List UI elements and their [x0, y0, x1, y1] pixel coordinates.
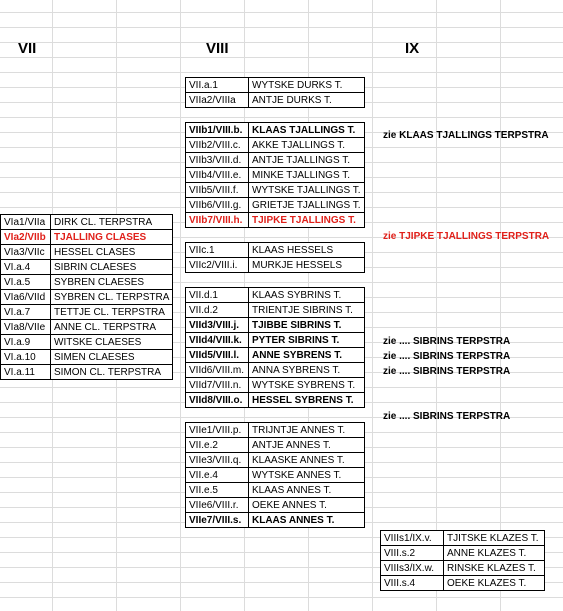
name-cell[interactable]: SIMEN CLAESES: [51, 350, 173, 365]
code-cell[interactable]: VIIc2/VIII.i.: [186, 258, 249, 273]
name-cell[interactable]: RINSKE KLAZES T.: [444, 561, 545, 576]
code-cell[interactable]: VIIa2/VIIIa: [186, 93, 249, 108]
table-row: [186, 243, 365, 258]
code-cell[interactable]: VIa1/VIIa: [1, 215, 51, 230]
table-row: [186, 363, 365, 378]
name-cell[interactable]: WITSKE CLAESES: [51, 335, 173, 350]
name-cell[interactable]: SYBREN CLAESES: [51, 275, 173, 290]
name-cell[interactable]: ANTJE ANNES T.: [249, 438, 365, 453]
name-cell[interactable]: DIRK CL. TERPSTRA: [51, 215, 173, 230]
table-row: [186, 393, 365, 408]
table-row: [186, 288, 365, 303]
name-cell[interactable]: HESSEL CLASES: [51, 245, 173, 260]
code-cell[interactable]: VI.a.11: [1, 365, 51, 380]
table-row: [186, 513, 365, 528]
table-row: [186, 93, 365, 108]
code-cell[interactable]: VI.a.4: [1, 260, 51, 275]
code-cell[interactable]: VIId7/VIII.n.: [186, 378, 249, 393]
code-cell[interactable]: VII.e.2: [186, 438, 249, 453]
reference-note: zie KLAAS TJALLINGS TERPSTRA: [383, 130, 549, 141]
name-cell[interactable]: WYTSKE SYBRENS T.: [249, 378, 365, 393]
spacer-row: [186, 408, 365, 423]
table-row: [186, 453, 365, 468]
code-cell[interactable]: VIIb2/VIII.c.: [186, 138, 249, 153]
table-row: [186, 423, 365, 438]
name-cell[interactable]: KLAAS TJALLINGS T.: [249, 123, 365, 138]
code-cell[interactable]: VIIb5/VIII.f.: [186, 183, 249, 198]
table-row: [186, 78, 365, 93]
name-cell[interactable]: TETTJE CL. TERPSTRA: [51, 305, 173, 320]
table-row: [1, 245, 173, 260]
table-row: [186, 438, 365, 453]
table-row: [1, 320, 173, 335]
name-cell[interactable]: WYTSKE TJALLINGS T.: [249, 183, 365, 198]
name-cell[interactable]: SIMON CL. TERPSTRA: [51, 365, 173, 380]
code-cell[interactable]: VIIIs3/IX.w.: [381, 561, 444, 576]
name-cell[interactable]: ANNE CL. TERPSTRA: [51, 320, 173, 335]
generation-viii-table: [185, 77, 365, 528]
reference-note: zie TJIPKE TJALLINGS TERPSTRA: [383, 231, 550, 242]
table-row: [381, 561, 545, 576]
name-cell[interactable]: KLAAS SYBRINS T.: [249, 288, 365, 303]
code-cell[interactable]: VIId6/VIII.m.: [186, 363, 249, 378]
code-cell[interactable]: VIa6/VIId: [1, 290, 51, 305]
table-row: [186, 123, 365, 138]
code-cell[interactable]: VIId5/VIII.l.: [186, 348, 249, 363]
table-row: [1, 305, 173, 320]
code-cell[interactable]: VIa2/VIIb: [1, 230, 51, 245]
table-row: [381, 531, 545, 546]
table-row: [186, 138, 365, 153]
table-row: [186, 183, 365, 198]
header-vii: VII: [18, 40, 37, 57]
name-cell[interactable]: ANTJE TJALLINGS T.: [249, 153, 365, 168]
table-row: [186, 153, 365, 168]
name-cell[interactable]: ANTJE DURKS T.: [249, 93, 365, 108]
name-cell[interactable]: PYTER SIBRINS T.: [249, 333, 365, 348]
table-row: [186, 468, 365, 483]
code-cell[interactable]: VII.d.1: [186, 288, 249, 303]
name-cell[interactable]: WYTSKE ANNES T.: [249, 468, 365, 483]
name-cell[interactable]: WYTSKE DURKS T.: [249, 78, 365, 93]
name-cell[interactable]: TJIPKE TJALLINGS T.: [249, 213, 365, 228]
code-cell[interactable]: VIIe7/VIII.s.: [186, 513, 249, 528]
code-cell[interactable]: VIIb3/VIII.d.: [186, 153, 249, 168]
table-row: [186, 378, 365, 393]
name-cell[interactable]: KLAAS ANNES T.: [249, 513, 365, 528]
table-row: [186, 168, 365, 183]
name-cell[interactable]: KLAAS HESSELS: [249, 243, 365, 258]
code-cell[interactable]: VIIe3/VIII.q.: [186, 453, 249, 468]
table-row: [186, 213, 365, 228]
name-cell[interactable]: KLAASKE ANNES T.: [249, 453, 365, 468]
table-row: [381, 576, 545, 591]
code-cell[interactable]: VIa8/VIIe: [1, 320, 51, 335]
spacer-row: [186, 228, 365, 243]
name-cell[interactable]: SYBREN CL. TERPSTRA: [51, 290, 173, 305]
table-row: [381, 546, 545, 561]
code-cell[interactable]: VII.e.5: [186, 483, 249, 498]
name-cell[interactable]: TRIJNTJE ANNES T.: [249, 423, 365, 438]
reference-note: zie .... SIBRINS TERPSTRA: [383, 351, 511, 362]
name-cell[interactable]: TRIENTJE SIBRINS T.: [249, 303, 365, 318]
name-cell[interactable]: ANNE KLAZES T.: [444, 546, 545, 561]
code-cell[interactable]: VIIb7/VIII.h.: [186, 213, 249, 228]
table-row: [1, 275, 173, 290]
code-cell[interactable]: VI.a.10: [1, 350, 51, 365]
table-row: [186, 483, 365, 498]
table-row: [186, 318, 365, 333]
table-row: [1, 215, 173, 230]
code-cell[interactable]: VI.a.7: [1, 305, 51, 320]
header-ix: IX: [405, 40, 420, 57]
table-row: [1, 335, 173, 350]
code-cell[interactable]: VII.d.2: [186, 303, 249, 318]
table-row: [186, 258, 365, 273]
code-cell[interactable]: VIId8/VIII.o.: [186, 393, 249, 408]
code-cell[interactable]: VIIb1/VIII.b.: [186, 123, 249, 138]
reference-note: zie .... SIBRINS TERPSTRA: [383, 336, 511, 347]
spacer-row: [186, 108, 365, 123]
table-row: [186, 198, 365, 213]
name-cell[interactable]: TJALLING CLASES: [51, 230, 173, 245]
spacer-row: [186, 273, 365, 288]
name-cell[interactable]: SIBRIN CLAESES: [51, 260, 173, 275]
code-cell[interactable]: VIII.s.2: [381, 546, 444, 561]
code-cell[interactable]: VIId3/VIII.j.: [186, 318, 249, 333]
table-row: [186, 498, 365, 513]
code-cell[interactable]: VIIc.1: [186, 243, 249, 258]
name-cell[interactable]: OEKE KLAZES T.: [444, 576, 545, 591]
name-cell[interactable]: HESSEL SYBRENS T.: [249, 393, 365, 408]
table-row: [1, 350, 173, 365]
header-viii: VIII: [206, 40, 229, 57]
table-row: [186, 348, 365, 363]
code-cell[interactable]: VIIe6/VIII.r.: [186, 498, 249, 513]
generation-ix-table: [380, 530, 545, 591]
code-cell[interactable]: VIId4/VIII.k.: [186, 333, 249, 348]
code-cell[interactable]: VII.a.1: [186, 78, 249, 93]
name-cell[interactable]: MINKE TJALLINGS T.: [249, 168, 365, 183]
code-cell[interactable]: VIIb4/VIII.e.: [186, 168, 249, 183]
table-row: [1, 290, 173, 305]
table-row: [1, 365, 173, 380]
name-cell[interactable]: AKKE TJALLINGS T.: [249, 138, 365, 153]
name-cell[interactable]: OEKE ANNES T.: [249, 498, 365, 513]
name-cell[interactable]: MURKJE HESSELS: [249, 258, 365, 273]
code-cell[interactable]: VII.e.4: [186, 468, 249, 483]
generation-vii-table: [0, 214, 173, 380]
code-cell[interactable]: VIa3/VIIc: [1, 245, 51, 260]
name-cell[interactable]: TJIBBE SIBRINS T.: [249, 318, 365, 333]
code-cell[interactable]: VI.a.5: [1, 275, 51, 290]
code-cell[interactable]: VIII.s.4: [381, 576, 444, 591]
name-cell[interactable]: GRIETJE TJALLINGS T.: [249, 198, 365, 213]
table-row: [186, 303, 365, 318]
reference-note: zie .... SIBRINS TERPSTRA: [383, 411, 511, 422]
code-cell[interactable]: VIIe1/VIII.p.: [186, 423, 249, 438]
table-row: [1, 260, 173, 275]
table-row: [186, 333, 365, 348]
name-cell[interactable]: TJITSKE KLAZES T.: [444, 531, 545, 546]
table-row: [1, 230, 173, 245]
name-cell[interactable]: ANNE SYBRENS T.: [249, 348, 365, 363]
code-cell[interactable]: VIIIs1/IX.v.: [381, 531, 444, 546]
reference-note: zie .... SIBRINS TERPSTRA: [383, 366, 511, 377]
name-cell[interactable]: ANNA SYBRENS T.: [249, 363, 365, 378]
code-cell[interactable]: VIIb6/VIII.g.: [186, 198, 249, 213]
code-cell[interactable]: VI.a.9: [1, 335, 51, 350]
name-cell[interactable]: KLAAS ANNES T.: [249, 483, 365, 498]
